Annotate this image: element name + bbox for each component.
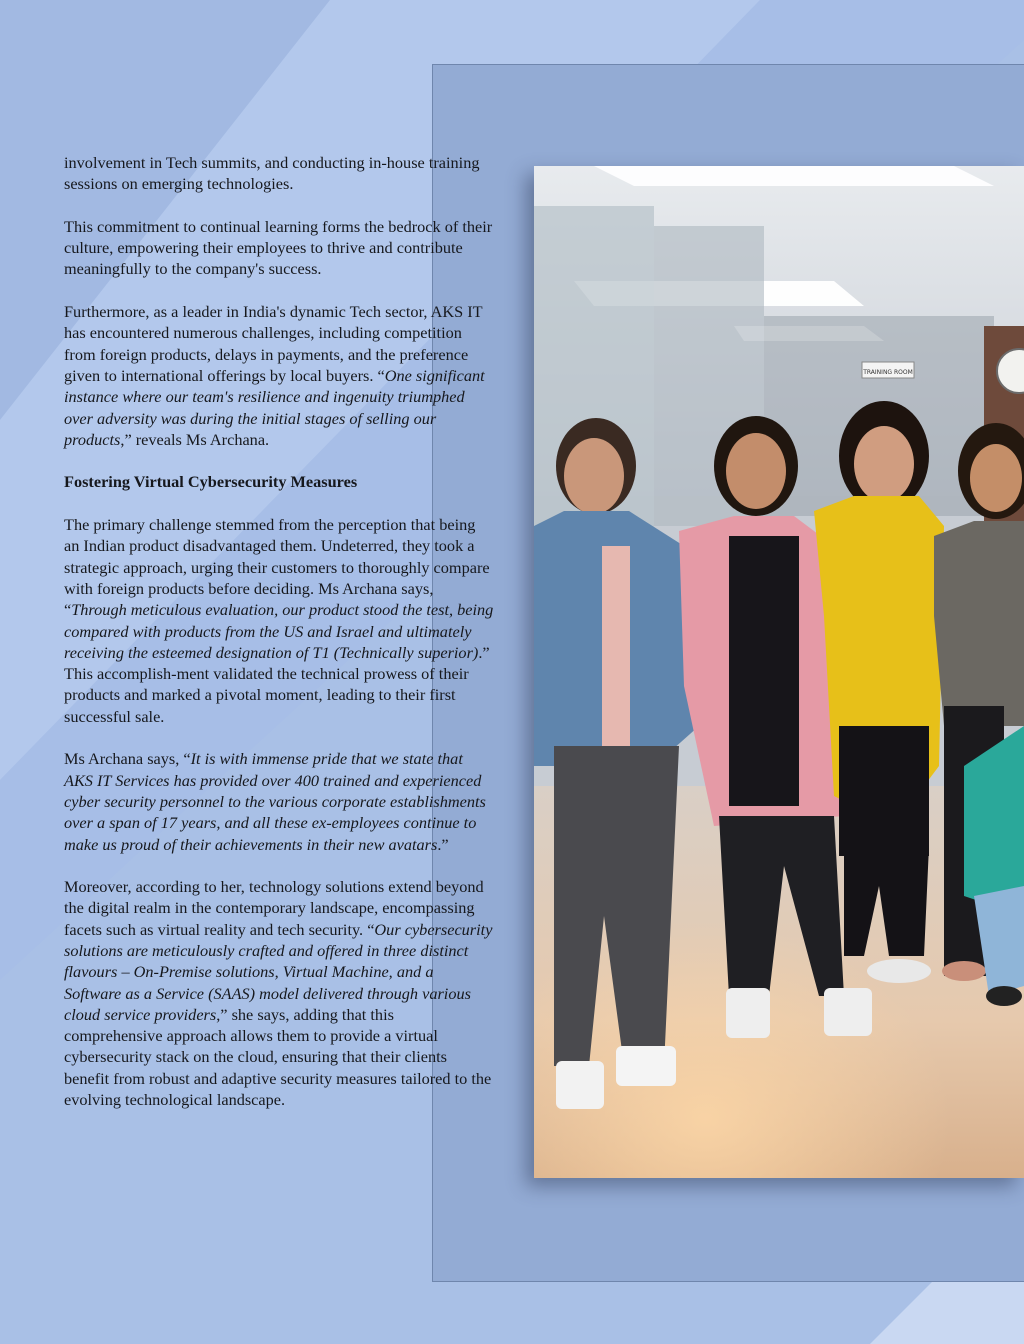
pull-quote: It is with immense pride that we state that AKS IT Services has provided over 400 trained and experienced cyber security personnel to the various corporate establishments over a span of 17 years, and all these ex-employees continue to make us proud of their achievements in their new avatars [64,749,486,854]
paragraph-text: Ms Archana says, “ [64,749,191,769]
article-paragraph [64,876,494,1110]
pull-quote: Through meticulous evaluation, our product stood the test, being compared with products from the US and Israel and ultimately receiving the esteemed designation of T1 (Technically superior) [64,600,494,662]
paragraph-text: .” This accomplish-ment validated the technical prowess of their products and marked a pivotal moment, leading to their first successful sale. [64,642,490,726]
article-paragraph [64,301,494,450]
article-paragraph [64,748,494,854]
article-paragraph [64,514,494,727]
paragraph-text: .” [437,834,449,854]
training-room-sign: TRAINING ROOM [863,369,913,376]
pull-quote: Our cybersecurity solutions are meticulously crafted and offered in three distinct flavours – On-Premise solutions, Virtual Machine, and a Software as a Service (SAAS) model delivered through various cloud service providers [64,919,493,1024]
paragraph-text: Furthermore, as a leader in India's dynamic Tech sector, AKS IT has encountered numerous challenges, including competition from foreign products, delays in payments, and the preference given to international offerings by local buyers. “ [64,302,483,385]
pull-quote: One significant instance where our team's resilience and ingenuity triumphed over adversity was during the initial stages of selling our products [64,365,485,449]
article-paragraph: involvement in Tech summits, and conducting in-house training sessions on emerging technologies. [64,153,480,194]
paragraph-text: ,” she says, adding that this comprehensive approach allows them to provide a virtual cybersecurity stack on the cloud, ensuring that their clients benefit from robust and adaptive security measures tailored to the evolving technological landscape. [64,1004,492,1110]
article-body [64,152,494,1132]
section-heading: Fostering Virtual Cybersecurity Measures [64,472,358,492]
paragraph-text: The primary challenge stemmed from the perception that being an Indian product disadvantaged them. Undeterred, they took a strategic approach, urging their customers to thoroughly compare with foreign products before deciding. Ms Archana says, “ [64,515,490,620]
paragraph-text: Moreover, according to her, technology solutions extend beyond the digital realm in the contemporary landscape, encompassing facets such as virtual reality and tech security. “ [64,877,484,939]
paragraph-text: ,” reveals Ms Archana. [120,429,270,449]
article-paragraph: This commitment to continual learning forms the bedrock of their culture, empowering their employees to thrive and contribute meaningfully to the company's success. [64,216,493,279]
team-photo [534,166,1024,1178]
